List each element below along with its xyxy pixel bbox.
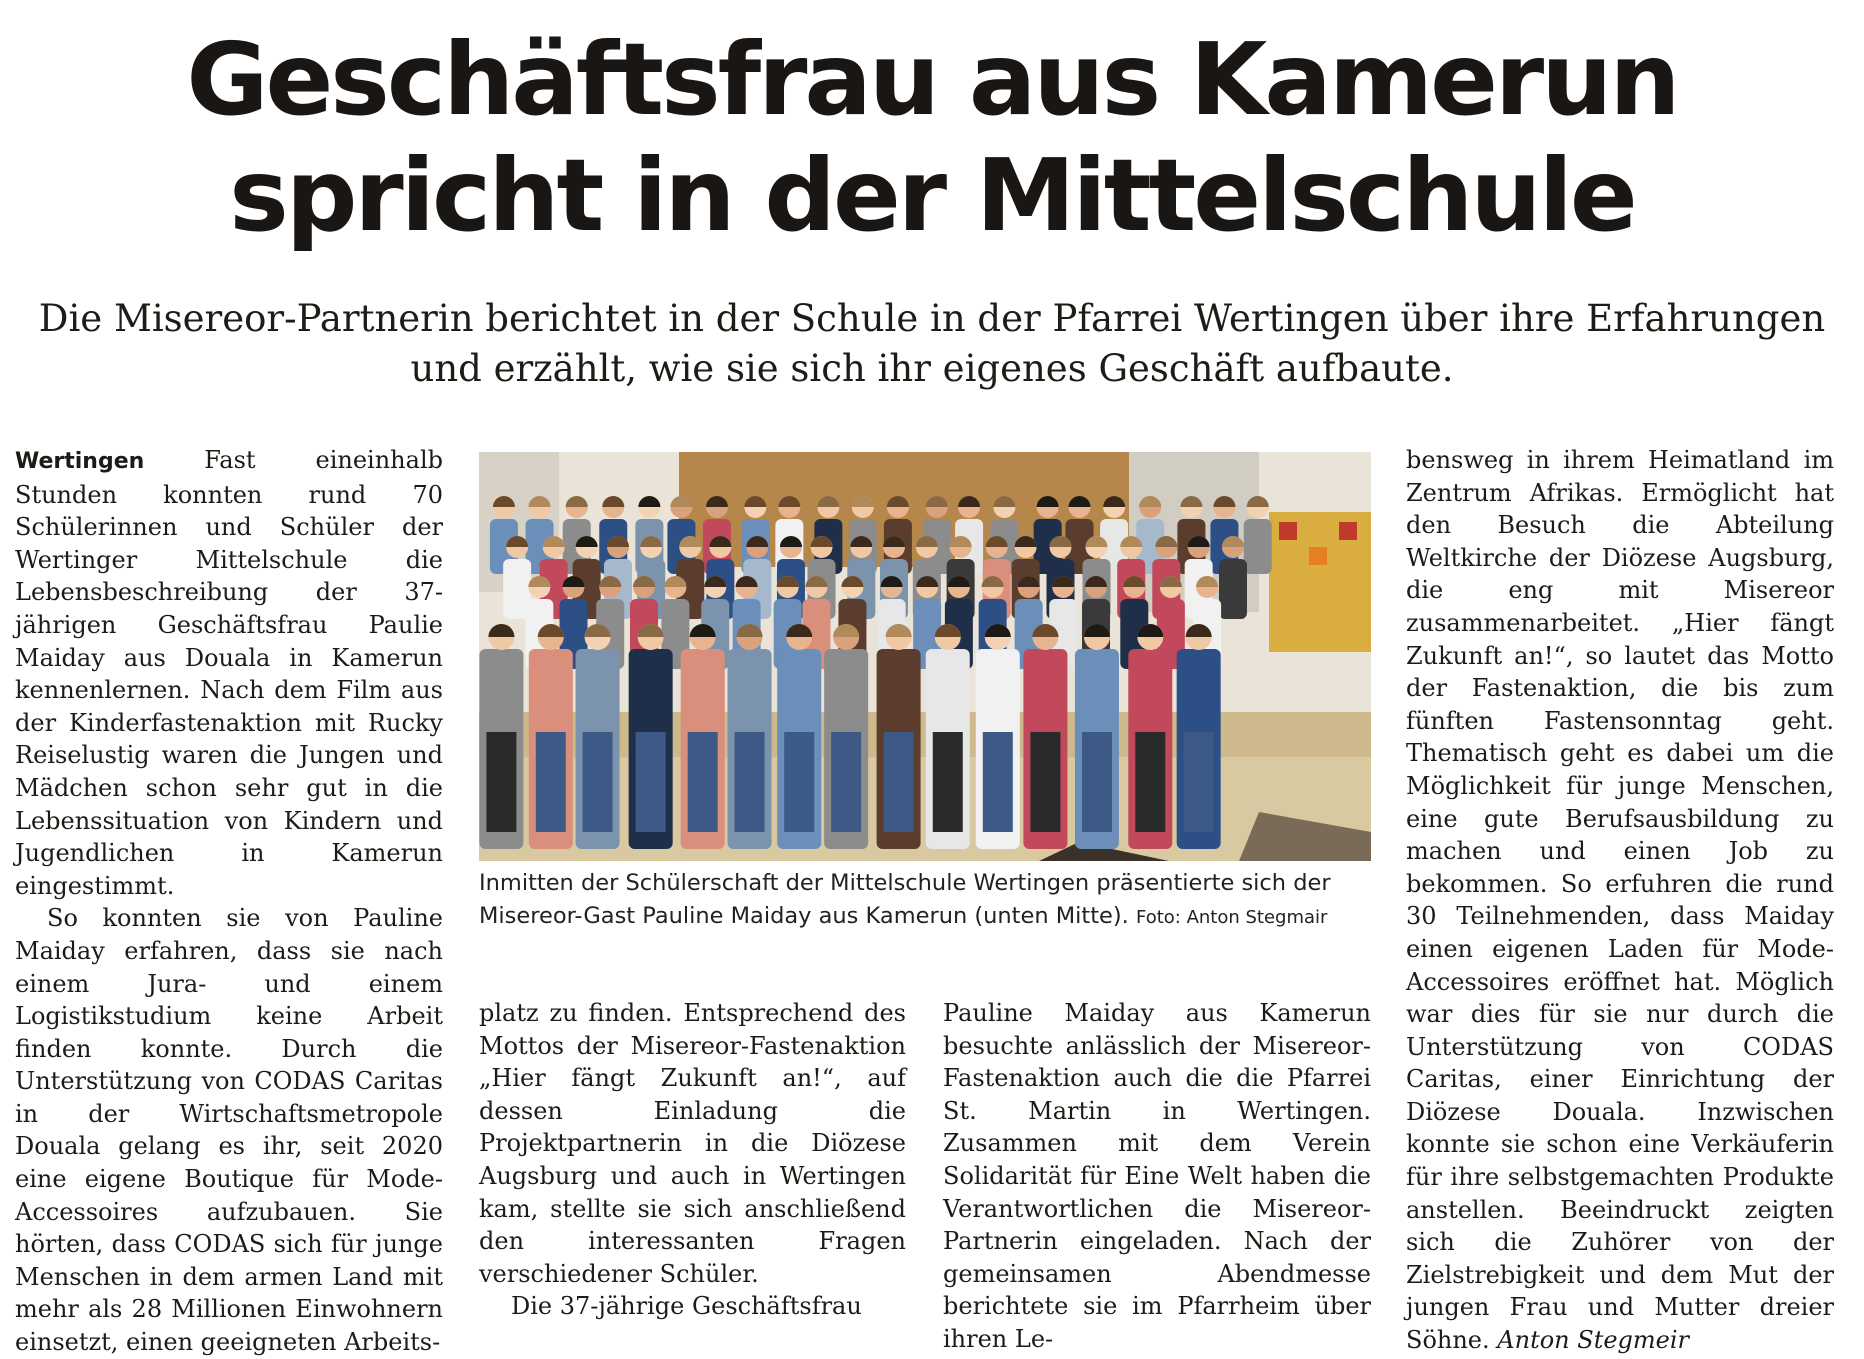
person-legs [583,732,613,832]
col2-paragraph-2: Die 37-jährige Geschäftsfrau [511,1292,862,1321]
article-column-3 [943,997,1371,1356]
author-signature: Anton Stegmeir [1497,1326,1690,1355]
person-body [1219,559,1247,619]
headline-line-1: Geschäftsfrau aus Kamerun [186,21,1678,138]
person-legs [933,732,963,832]
col4-paragraph-1-text: bensweg in ihrem Heimatland im Zentrum Afrikas. Ermöglicht hat den Besuch die Abteilung Weltkirche der Diözese Augsburg, die eng mit Misereor zusammenarbeitet. „Hier fängt Zukunft an!“, so lautet das Motto der Fastenaktion, die bis zum fünften Fastensonntag geht. Thematisch geht es dabei um die Möglichkeit für junge Menschen, eine gute Berufsausbildung zu machen und einen Job zu bekommen. So erfuhren die rund 30 Teilnehmenden, dass Maiday einen eigenen Laden für Mode-Accessoires eröffnet hat. Möglich war dies für sie nur durch die Unterstützung von CODAS Caritas, einer Einrichtung der Diözese Douala. Inzwischen konnte sie schon eine Verkäuferin für ihre selbstgemachten Produkte anstellen. Beeindruckt zeigten sich die Zuhörer von der Zielstrebigkeit und dem Mut der jungen Frau und Mutter dreier Söhne. [1406,446,1834,1355]
person-legs [536,732,566,832]
person-legs [784,732,814,832]
subheading-line-1: Die Misereor-Partnerin berichtet in der Schule in der Pfarrei Wertingen über ihre Erfahrungen [38,297,1826,340]
person-legs [884,732,914,832]
photo-caption-text: Inmitten der Schülerschaft der Mittelschule Wertingen präsentierte sich der Misereor-Gast Pauline Maiday aus Kamerun (unten Mitte). [479,870,1331,929]
person-body [1244,519,1272,574]
col3-paragraph-1: Pauline Maiday aus Kamerun besuchte anlässlich der Misereor-Fastenaktion auch die die Pfarrei St. Martin in Wertingen. Zusammen mit dem Verein Solidarität für Eine Welt haben die Verantwortlichen die Misereor-Partnerin eingeladen. Nach der gemeinsamen Abendmesse berichtete sie im Pfarrheim über ihren Le- [943,999,1371,1353]
person-legs [1184,732,1214,832]
col4-paragraph-1 [1406,444,1834,1357]
photo-caption [479,867,1371,934]
article-photo [479,452,1371,861]
person-legs [735,732,765,832]
col1-paragraph-1 [15,444,443,902]
article-column-4 [1406,444,1834,1357]
col1-paragraph-2: So konnten sie von Pauline Maiday erfahren, dass sie nach einem Jura- und einem Logistikstudium keine Arbeit finden konnte. Durch die Unterstützung von CODAS Caritas in der Wirtschaftsmetropole Douala gelang es ihr, seit 2020 eine eigene Boutique für Mode-Accessoires aufzubauen. Sie hörten, dass CODAS sich für junge Menschen in dem armen Land mit mehr als 28 Millionen Einwohnern einsetzt, einen geeigneten Arbeits- [15,904,443,1357]
col1-paragraph-1-text: Fast eineinhalb Stunden konnten rund 70 Schülerinnen und Schüler der Wertinger Mittelschule die Lebensbeschreibung der 37-jährigen Geschäftsfrau Paulie Maiday aus Douala in Kamerun kennenlernen. Nach dem Film aus der Kinderfastenaktion mit Rucky Reiselustig waren die Jungen und Mädchen schon sehr gut in die Lebenssituation von Kindern und Jugendlichen in Kamerun eingestimmt. [15,446,443,900]
headline-line-2: spricht in der Mittelschule [229,137,1635,254]
headline [0,22,1864,254]
person-legs [1135,732,1165,832]
subheading-line-2: und erzählt, wie sie sich ihr eigenes Geschäft aufbaute. [410,347,1454,390]
person-legs [831,732,861,832]
person-legs [486,732,516,832]
subheading [0,294,1864,394]
article-column-2 [479,997,906,1323]
article-column-1 [15,444,443,1359]
dateline: Wertingen [15,449,145,474]
col2-paragraph-1: platz zu finden. Entsprechend des Mottos der Misereor-Fastenaktion „Hier fängt Zukunft an!“, auf dessen Einladung die Projektpartnerin in die Diözese Augsburg und auch in Wertingen kam, stellte sie sich anschließend den interessanten Fragen verschiedener Schüler. [479,999,906,1288]
photo-credit: Foto: Anton Stegmair [1136,907,1328,928]
group-photo-illustration [479,452,1371,861]
person-legs [983,732,1013,832]
person-legs [688,732,718,832]
person-legs [1082,732,1112,832]
person-legs [636,732,666,832]
person-legs [1030,732,1060,832]
